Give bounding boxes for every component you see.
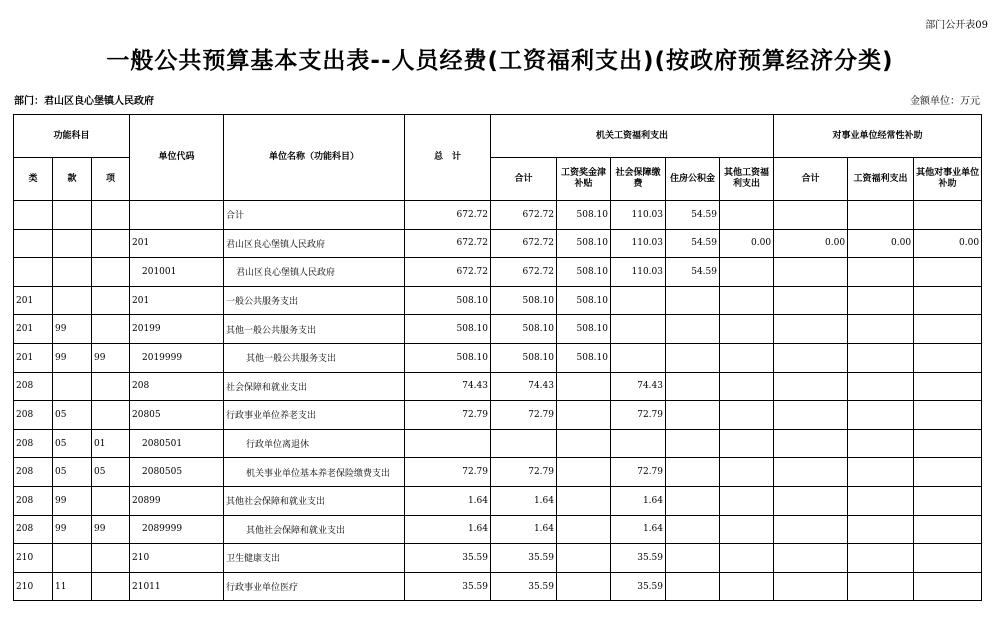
cell-code: 210 xyxy=(130,544,224,573)
cell-name: 合计 xyxy=(224,201,405,230)
cell-total: 1.64 xyxy=(405,486,491,515)
table-row xyxy=(14,343,982,372)
cell-c5 xyxy=(720,429,774,458)
cell-name: 其他社会保障和就业支出 xyxy=(224,486,405,515)
cell-lei: 201 xyxy=(14,315,53,344)
cell-lei: 208 xyxy=(14,401,53,430)
cell-name: 其他一般公共服务支出 xyxy=(224,343,405,372)
cell-kuan: 11 xyxy=(53,572,92,601)
header-sub-wage: 工资福利支出 xyxy=(848,158,914,201)
cell-code: 21011 xyxy=(130,572,224,601)
cell-c4 xyxy=(666,372,720,401)
cell-c3 xyxy=(611,343,666,372)
cell-c5: 0.00 xyxy=(720,229,774,258)
table-row xyxy=(14,486,982,515)
cell-c4 xyxy=(666,458,720,487)
cell-xiang xyxy=(92,229,130,258)
cell-code: 2080501 xyxy=(130,429,224,458)
cell-total: 72.79 xyxy=(405,401,491,430)
cell-c3 xyxy=(611,286,666,315)
cell-code: 2089999 xyxy=(130,515,224,544)
cell-c3: 35.59 xyxy=(611,572,666,601)
cell-c5 xyxy=(720,315,774,344)
cell-c7 xyxy=(848,458,914,487)
header-org-social: 社会保障缴费 xyxy=(611,158,666,201)
cell-lei: 208 xyxy=(14,458,53,487)
cell-c8 xyxy=(914,286,982,315)
cell-lei: 208 xyxy=(14,372,53,401)
cell-lei: 208 xyxy=(14,429,53,458)
cell-c5 xyxy=(720,572,774,601)
cell-code: 201001 xyxy=(130,258,224,287)
cell-kuan: 99 xyxy=(53,486,92,515)
cell-c8 xyxy=(914,429,982,458)
cell-c8: 0.00 xyxy=(914,229,982,258)
cell-kuan xyxy=(53,229,92,258)
cell-c2 xyxy=(557,572,611,601)
cell-name: 其他一般公共服务支出 xyxy=(224,315,405,344)
cell-name: 君山区良心堡镇人民政府 xyxy=(224,229,405,258)
cell-c3 xyxy=(611,429,666,458)
cell-lei: 208 xyxy=(14,486,53,515)
cell-total: 508.10 xyxy=(405,286,491,315)
cell-c7 xyxy=(848,572,914,601)
cell-c1: 1.64 xyxy=(491,515,557,544)
cell-c7 xyxy=(848,372,914,401)
header-lei: 类 xyxy=(14,158,53,201)
cell-c6: 0.00 xyxy=(774,229,848,258)
cell-c2 xyxy=(557,372,611,401)
header-sub-subtotal: 合计 xyxy=(774,158,848,201)
table-row xyxy=(14,258,982,287)
cell-lei: 210 xyxy=(14,544,53,573)
cell-c1: 672.72 xyxy=(491,229,557,258)
cell-name: 卫生健康支出 xyxy=(224,544,405,573)
cell-c6 xyxy=(774,572,848,601)
cell-total: 672.72 xyxy=(405,258,491,287)
cell-c5 xyxy=(720,372,774,401)
cell-c5 xyxy=(720,201,774,230)
cell-code: 201 xyxy=(130,229,224,258)
cell-name: 社会保障和就业支出 xyxy=(224,372,405,401)
cell-c6 xyxy=(774,429,848,458)
cell-c3: 1.64 xyxy=(611,486,666,515)
cell-kuan: 99 xyxy=(53,315,92,344)
cell-c4 xyxy=(666,429,720,458)
cell-kuan xyxy=(53,201,92,230)
cell-c8 xyxy=(914,372,982,401)
cell-c2 xyxy=(557,486,611,515)
table-body xyxy=(14,201,982,601)
amount-unit-label: 金额单位：万元 xyxy=(910,96,980,107)
cell-c6 xyxy=(774,286,848,315)
cell-c5 xyxy=(720,286,774,315)
cell-c2 xyxy=(557,544,611,573)
cell-c5 xyxy=(720,544,774,573)
cell-c2 xyxy=(557,515,611,544)
cell-c6 xyxy=(774,258,848,287)
cell-c5 xyxy=(720,458,774,487)
table-row xyxy=(14,515,982,544)
header-total: 总 计 xyxy=(405,115,491,201)
cell-c8 xyxy=(914,315,982,344)
cell-c4 xyxy=(666,486,720,515)
cell-c8 xyxy=(914,343,982,372)
cell-kuan xyxy=(53,258,92,287)
cell-lei: 201 xyxy=(14,343,53,372)
table-row xyxy=(14,544,982,573)
cell-c7 xyxy=(848,343,914,372)
cell-xiang: 99 xyxy=(92,343,130,372)
cell-total: 508.10 xyxy=(405,343,491,372)
cell-xiang xyxy=(92,572,130,601)
cell-c4 xyxy=(666,515,720,544)
header-kuan: 款 xyxy=(53,158,92,201)
cell-name: 君山区良心堡镇人民政府 xyxy=(224,258,405,287)
cell-kuan: 05 xyxy=(53,401,92,430)
cell-c7 xyxy=(848,429,914,458)
cell-c1: 508.10 xyxy=(491,343,557,372)
table-row xyxy=(14,229,982,258)
cell-kuan: 99 xyxy=(53,515,92,544)
cell-c1: 1.64 xyxy=(491,486,557,515)
cell-lei xyxy=(14,201,53,230)
cell-c4 xyxy=(666,544,720,573)
cell-c1 xyxy=(491,429,557,458)
cell-c5 xyxy=(720,515,774,544)
cell-c2 xyxy=(557,401,611,430)
header-sub-other: 其他对事业单位补助 xyxy=(914,158,982,201)
table-row xyxy=(14,286,982,315)
header-sub-group: 对事业单位经常性补助 xyxy=(774,115,982,158)
cell-c2: 508.10 xyxy=(557,229,611,258)
cell-c7: 0.00 xyxy=(848,229,914,258)
header-org-group: 机关工资福利支出 xyxy=(491,115,774,158)
cell-lei: 210 xyxy=(14,572,53,601)
cell-c6 xyxy=(774,201,848,230)
cell-code: 2080505 xyxy=(130,458,224,487)
cell-total: 508.10 xyxy=(405,315,491,344)
cell-xiang: 05 xyxy=(92,458,130,487)
cell-xiang xyxy=(92,372,130,401)
cell-xiang: 01 xyxy=(92,429,130,458)
cell-c7 xyxy=(848,201,914,230)
cell-xiang xyxy=(92,201,130,230)
cell-total: 72.79 xyxy=(405,458,491,487)
cell-kuan: 05 xyxy=(53,458,92,487)
header-unit-name: 单位名称（功能科目） xyxy=(224,115,405,201)
cell-c6 xyxy=(774,544,848,573)
header-org-bonus: 工资奖金津补贴 xyxy=(557,158,611,201)
header-org-housing: 住房公积金 xyxy=(666,158,720,201)
cell-c8 xyxy=(914,201,982,230)
cell-kuan: 05 xyxy=(53,429,92,458)
cell-kuan xyxy=(53,372,92,401)
cell-c4 xyxy=(666,572,720,601)
table-row xyxy=(14,458,982,487)
cell-c1: 672.72 xyxy=(491,258,557,287)
cell-c2 xyxy=(557,429,611,458)
cell-total: 35.59 xyxy=(405,572,491,601)
cell-kuan xyxy=(53,544,92,573)
cell-name: 其他社会保障和就业支出 xyxy=(224,515,405,544)
table-row xyxy=(14,201,982,230)
cell-total: 35.59 xyxy=(405,544,491,573)
cell-total: 672.72 xyxy=(405,229,491,258)
department-label: 部门：君山区良心堡镇人民政府 xyxy=(14,96,154,107)
cell-c7 xyxy=(848,544,914,573)
header-org-other: 其他工资福利支出 xyxy=(720,158,774,201)
cell-kuan xyxy=(53,286,92,315)
cell-c8 xyxy=(914,544,982,573)
cell-name: 机关事业单位基本养老保险缴费支出 xyxy=(224,458,405,487)
cell-c8 xyxy=(914,572,982,601)
cell-c1: 508.10 xyxy=(491,286,557,315)
table-row xyxy=(14,315,982,344)
cell-code xyxy=(130,201,224,230)
cell-c3: 74.43 xyxy=(611,372,666,401)
cell-c6 xyxy=(774,315,848,344)
cell-c2: 508.10 xyxy=(557,286,611,315)
cell-c1: 74.43 xyxy=(491,372,557,401)
cell-c6 xyxy=(774,458,848,487)
cell-c4 xyxy=(666,401,720,430)
cell-c3 xyxy=(611,315,666,344)
cell-c6 xyxy=(774,515,848,544)
cell-c7 xyxy=(848,286,914,315)
cell-name: 行政事业单位医疗 xyxy=(224,572,405,601)
cell-xiang xyxy=(92,315,130,344)
header-func-subject: 功能科目 xyxy=(14,115,130,158)
cell-c2 xyxy=(557,458,611,487)
cell-lei: 208 xyxy=(14,515,53,544)
cell-c2: 508.10 xyxy=(557,258,611,287)
form-number: 部门公开表09 xyxy=(925,20,988,31)
cell-c3: 35.59 xyxy=(611,544,666,573)
cell-total xyxy=(405,429,491,458)
header-xiang: 项 xyxy=(92,158,130,201)
cell-lei: 201 xyxy=(14,286,53,315)
cell-c8 xyxy=(914,258,982,287)
cell-name: 行政单位离退休 xyxy=(224,429,405,458)
cell-c4 xyxy=(666,286,720,315)
cell-code: 2019999 xyxy=(130,343,224,372)
budget-table xyxy=(13,114,982,601)
cell-c7 xyxy=(848,515,914,544)
cell-c6 xyxy=(774,372,848,401)
cell-xiang: 99 xyxy=(92,515,130,544)
cell-name: 一般公共服务支出 xyxy=(224,286,405,315)
cell-xiang xyxy=(92,401,130,430)
cell-c8 xyxy=(914,486,982,515)
cell-c8 xyxy=(914,515,982,544)
cell-kuan: 99 xyxy=(53,343,92,372)
cell-c5 xyxy=(720,486,774,515)
cell-name: 行政事业单位养老支出 xyxy=(224,401,405,430)
cell-c4 xyxy=(666,343,720,372)
cell-c1: 35.59 xyxy=(491,544,557,573)
table-row xyxy=(14,429,982,458)
table-row xyxy=(14,401,982,430)
cell-lei xyxy=(14,229,53,258)
cell-c4: 54.59 xyxy=(666,258,720,287)
cell-xiang xyxy=(92,544,130,573)
cell-xiang xyxy=(92,286,130,315)
cell-c3: 72.79 xyxy=(611,401,666,430)
cell-c3: 1.64 xyxy=(611,515,666,544)
cell-c6 xyxy=(774,401,848,430)
cell-code: 201 xyxy=(130,286,224,315)
cell-c7 xyxy=(848,486,914,515)
cell-c2: 508.10 xyxy=(557,201,611,230)
cell-c1: 672.72 xyxy=(491,201,557,230)
cell-c4 xyxy=(666,315,720,344)
cell-c6 xyxy=(774,343,848,372)
cell-c1: 72.79 xyxy=(491,458,557,487)
cell-c5 xyxy=(720,258,774,287)
cell-code: 20199 xyxy=(130,315,224,344)
cell-code: 20805 xyxy=(130,401,224,430)
cell-c8 xyxy=(914,401,982,430)
cell-xiang xyxy=(92,486,130,515)
cell-code: 20899 xyxy=(130,486,224,515)
cell-c4: 54.59 xyxy=(666,201,720,230)
cell-c1: 72.79 xyxy=(491,401,557,430)
cell-xiang xyxy=(92,258,130,287)
table-row xyxy=(14,572,982,601)
cell-c1: 508.10 xyxy=(491,315,557,344)
cell-code: 208 xyxy=(130,372,224,401)
cell-c2: 508.10 xyxy=(557,343,611,372)
cell-c5 xyxy=(720,343,774,372)
cell-total: 74.43 xyxy=(405,372,491,401)
cell-c7 xyxy=(848,401,914,430)
cell-lei xyxy=(14,258,53,287)
cell-c3: 110.03 xyxy=(611,258,666,287)
cell-c7 xyxy=(848,258,914,287)
table-row xyxy=(14,372,982,401)
cell-total: 672.72 xyxy=(405,201,491,230)
cell-c4: 54.59 xyxy=(666,229,720,258)
cell-c3: 110.03 xyxy=(611,229,666,258)
cell-total: 1.64 xyxy=(405,515,491,544)
cell-c7 xyxy=(848,315,914,344)
cell-c5 xyxy=(720,401,774,430)
cell-c2: 508.10 xyxy=(557,315,611,344)
header-unit-code: 单位代码 xyxy=(130,115,224,201)
header-org-subtotal: 合计 xyxy=(491,158,557,201)
cell-c1: 35.59 xyxy=(491,572,557,601)
page-title: 一般公共预算基本支出表--人员经费(工资福利支出)(按政府预算经济分类) xyxy=(106,48,894,74)
cell-c6 xyxy=(774,486,848,515)
cell-c8 xyxy=(914,458,982,487)
cell-c3: 72.79 xyxy=(611,458,666,487)
cell-c3: 110.03 xyxy=(611,201,666,230)
